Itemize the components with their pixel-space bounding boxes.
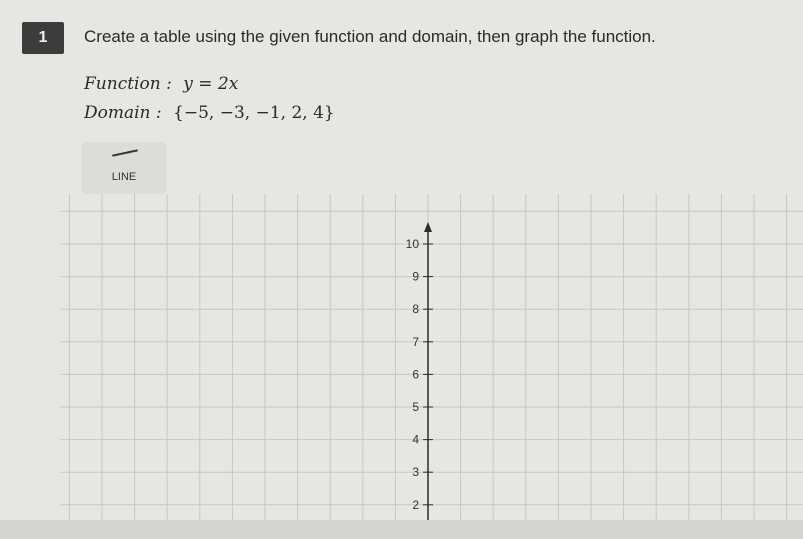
question-number: 1 [22, 22, 64, 54]
y-tick-label: 6 [412, 367, 419, 382]
function-statement [84, 74, 238, 94]
line-tool-icon [112, 149, 138, 156]
graph-area[interactable] [60, 194, 803, 534]
y-tick-label: 9 [412, 269, 419, 284]
function-expression: y = 2x [183, 74, 239, 94]
domain-statement [84, 103, 335, 123]
function-label: Function : [84, 74, 172, 94]
y-axis-arrow-icon [424, 222, 432, 232]
y-tick-label: 4 [412, 432, 419, 447]
line-tool-label: LINE [111, 171, 137, 183]
y-tick-label: 3 [412, 465, 419, 480]
y-tick-label: 2 [412, 497, 419, 512]
domain-label: Domain : [84, 103, 162, 123]
y-tick-label: 8 [412, 302, 419, 317]
line-tool-button[interactable] [82, 142, 166, 194]
y-tick-label: 10 [405, 237, 419, 251]
bottom-bar [0, 520, 803, 539]
question-instruction: Create a table using the given function and domain, then graph the function. [84, 27, 656, 46]
domain-set: {−5, −3, −1, 2, 4} [173, 103, 335, 123]
y-tick-label: 7 [412, 334, 419, 349]
y-tick-label: 5 [412, 400, 419, 414]
coordinate-grid[interactable] [60, 194, 803, 534]
